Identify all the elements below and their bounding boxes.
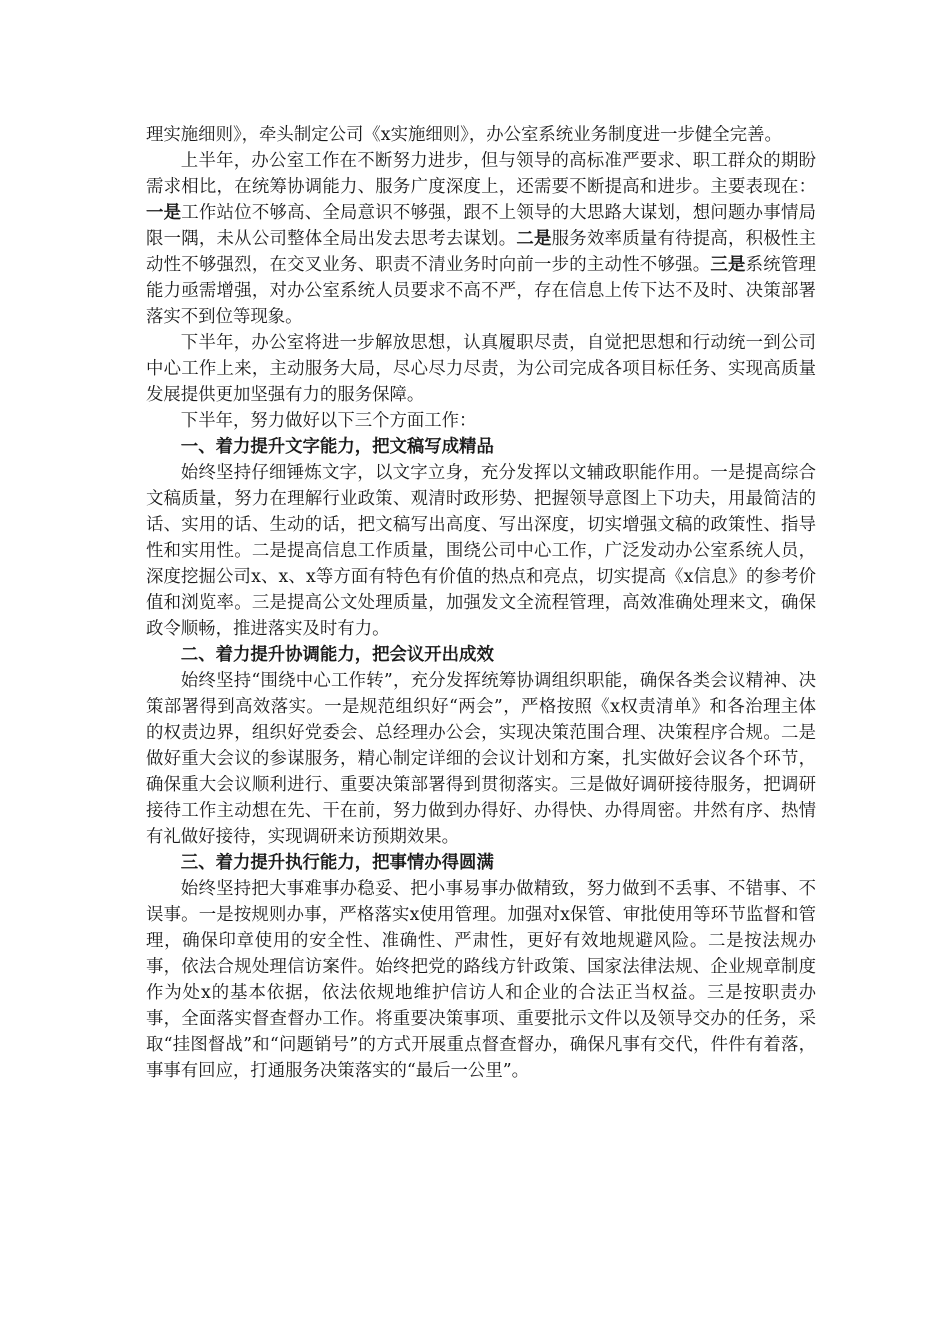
- section-heading-execution: 三、着力提升执行能力，把事情办得圆满: [180, 853, 494, 873]
- shortcoming-second: 服务效率质量有待提高，积极性主动性不够强烈，在交叉业务、职责不清业务时向前一步的主动性不够强。: [146, 229, 816, 275]
- paragraph-continuation: 理实施细则》，牵头制定公司《x实施细则》，办公室系统业务制度进一步健全完善。: [146, 125, 782, 145]
- paragraph-execution: 始终坚持把大事难事办稳妥、把小事易事办做精致，努力做到不丢事、不错事、不误事。一是按规则办事，严格落实x使用管理。加强对x保管、审批使用等环节监督和管理，确保印章使用的安全性、准确性、严肃性，更好有效地规避风险。二是按法规办事，依法合规处理信访案件。始终把党的路线方针政策、国家法律法规、企业规章制度作为处x的基本依据，依法依规地维护信访人和企业的合法正当权益。三是按职责办事，全面落实督查督办工作。将重要决策事项、重要批示文件以及领导交办的任务，采取“挂图督战”和“问题销号”的方式开展重点督查督办，确保凡事有交代，件件有着落，事事有回应，打通服务决策落实的“最后一公里”。: [146, 879, 816, 1081]
- keyword-second: 二是: [516, 229, 552, 249]
- section-heading-writing: 一、着力提升文字能力，把文稿写成精品: [180, 437, 494, 457]
- paragraph-writing: 始终坚持仔细锤炼文字，以文字立身，充分发挥以文辅政职能作用。一是提高综合文稿质量，努力在理解行业政策、观清时政形势、把握领导意图上下功夫，用最简洁的话、实用的话、生动的话，把文稿写出高度、写出深度，切实增强文稿的政策性、指导性和实用性。二是提高信息工作质量，围绕公司中心工作，广泛发动办公室系统人员，深度挖掘公司x、x、x等方面有特色有价值的热点和亮点，切实提高《x信息》的参考价值和浏览率。三是提高公文处理质量，加强发文全流程管理，高效准确处理来文，确保政令顺畅，推进落实及时有力。: [146, 463, 816, 639]
- keyword-third: 三是: [710, 255, 746, 275]
- shortcoming-third: 系统管理能力亟需增强，对办公室系统人员要求不高不严，存在信息上传下达不及时、决策部署落实不到位等现象。: [146, 255, 816, 327]
- paragraph-coordination: 始终坚持“围绕中心工作转”，充分发挥统筹协调组织职能，确保各类会议精神、决策部署得到高效落实。一是规范组织好“两会”，严格按照《x权责清单》和各治理主体的权责边界，组织好党委会、总经理办公会，实现决策范围合理、决策程序合规。二是做好重大会议的参谋服务，精心制定详细的会议计划和方案，扎实做好会议各个环节，确保重大会议顺利进行、重要决策部署得到贯彻落实。三是做好调研接待服务，把调研接待工作主动想在先、干在前，努力做到办得好、办得快、办得周密。井然有序、热情有礼做好接待，实现调研来访预期效果。: [146, 671, 816, 847]
- shortcoming-first: 工作站位不够高、全局意识不够强，跟不上领导的大思路大谋划，想问题办事情局限一隅，未从公司整体全局出发去思考去谋划。: [146, 203, 816, 249]
- document-body: [146, 122, 816, 1084]
- paragraph-tasks-intro: 下半年，努力做好以下三个方面工作：: [180, 411, 477, 431]
- shortcomings-intro: 上半年，办公室工作在不断努力进步，但与领导的高标准严要求、职工群众的期盼需求相比，在统筹协调能力、服务广度深度上，还需要不断提高和进步。主要表现在：: [146, 151, 816, 197]
- paragraph-plan: 下半年，办公室将进一步解放思想，认真履职尽责，自觉把思想和行动统一到公司中心工作上来，主动服务大局，尽心尽力尽责，为公司完成各项目标任务、实现高质量发展提供更加坚强有力的服务保障。: [146, 333, 816, 405]
- section-heading-coordination: 二、着力提升协调能力，把会议开出成效: [180, 645, 494, 665]
- keyword-first: 一是: [146, 203, 182, 223]
- paragraph-shortcomings: [146, 148, 816, 330]
